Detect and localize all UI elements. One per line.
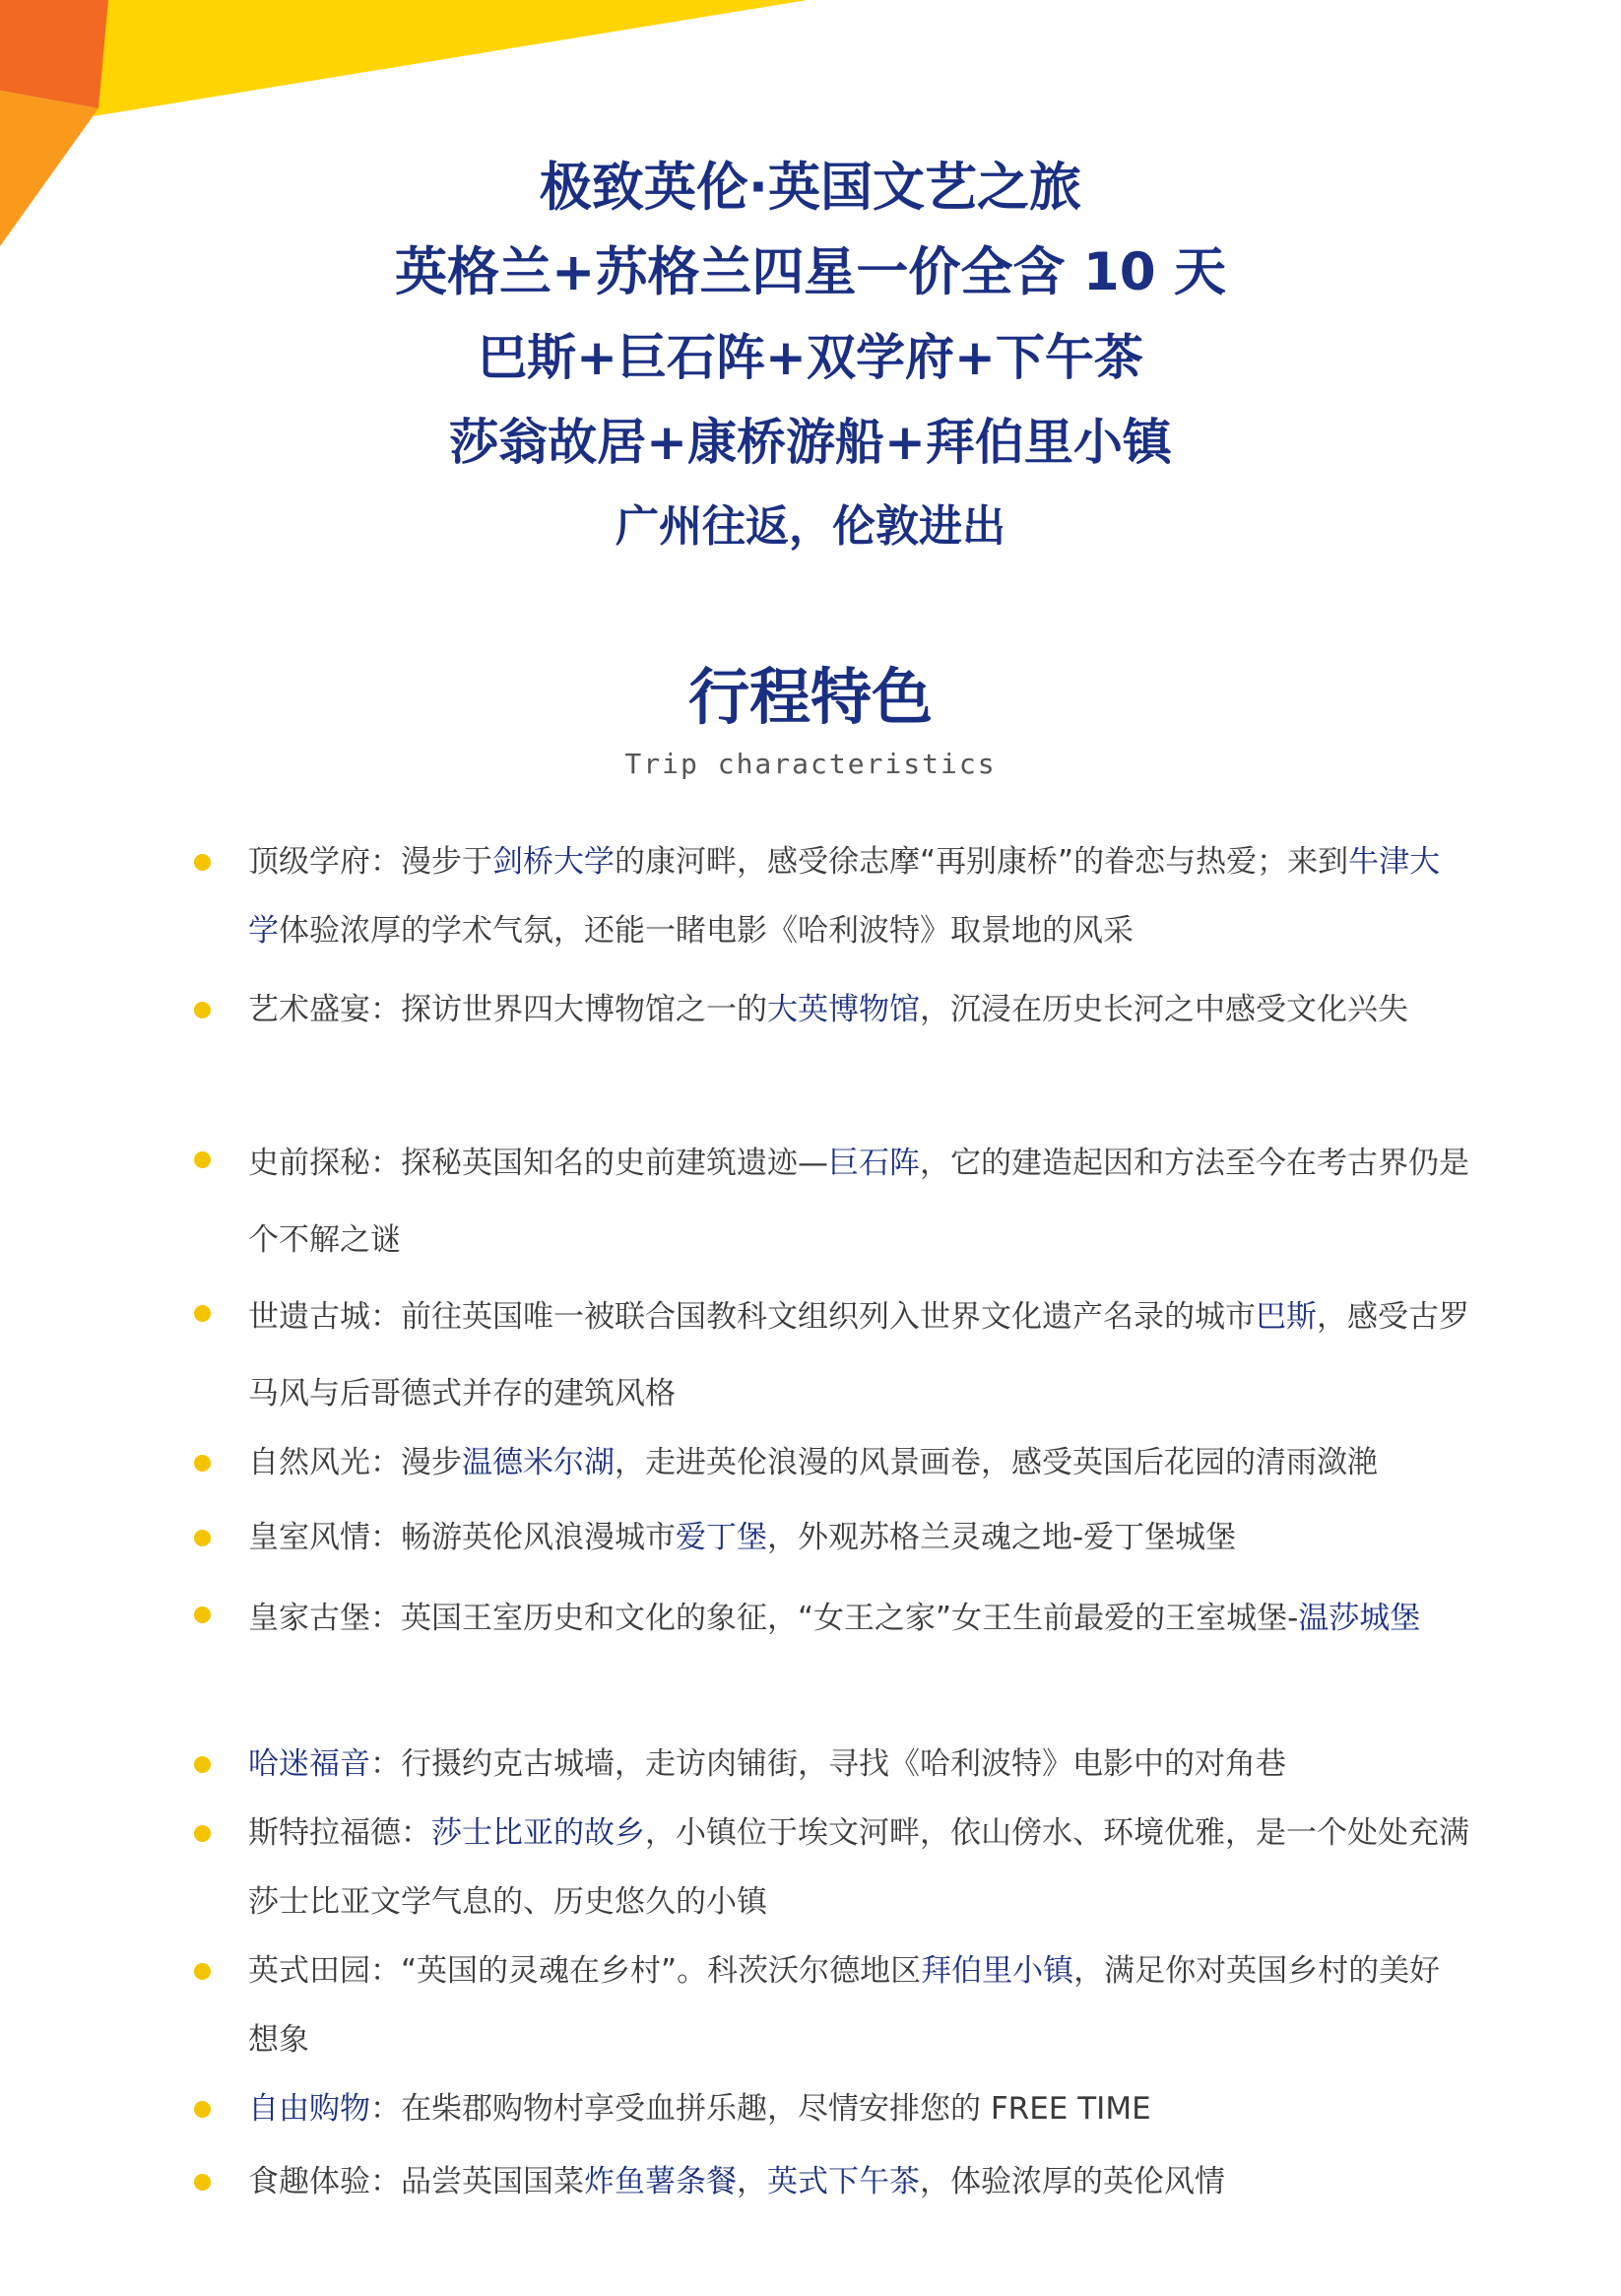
feature-text: 史前探秘：探秘英国知名的史前建筑遗迹—巨石阵，它的建造起因和方法至今在考古界仍是个不解之谜 [248, 1146, 1469, 1258]
feature-text: 斯特拉福德：莎士比亚的故乡，小镇位于埃文河畔，依山傍水、环境优雅，是一个处处充满莎士比亚文学气息的、历史悠久的小镇 [248, 1815, 1469, 1920]
trip-departure-info: 广州往返，伦敦进出 [616, 501, 1005, 552]
bullet-icon [194, 1963, 211, 1980]
bullet-icon [194, 2174, 211, 2191]
feature-text: 艺术盛宴：探访世界四大博物馆之一的大英博物馆，沉浸在历史长河之中感受文化兴失 [248, 992, 1408, 1027]
bullet-icon [194, 1002, 211, 1018]
bullet-icon [194, 1607, 211, 1623]
bullet-icon [194, 1825, 211, 1842]
feature-text: 自由购物：在柴郡购物村享受血拼乐趣，尽情安排您的 FREE TIME [248, 2091, 1151, 2127]
section-subtitle: Trip characteristics [624, 748, 997, 780]
feature-text: 皇家古堡：英国王室历史和文化的象征，“女王之家”女王生前最爱的王室城堡-温莎城堡 [248, 1601, 1421, 1636]
feature-text: 哈迷福音：行摄约克古城墙，走访肉铺街，寻找《哈利波特》电影中的对角巷 [248, 1746, 1286, 1782]
corner-orange-shape [0, 0, 108, 108]
section-title: 行程特色 [687, 661, 933, 733]
trip-highlights-line-2: 莎翁故居+康桥游船+拜伯里小镇 [449, 414, 1172, 471]
feature-text: 食趣体验：品尝英国国菜炸鱼薯条餐，英式下午茶，体验浓厚的英伦风情 [248, 2164, 1225, 2199]
trip-highlights-line-1: 巴斯+巨石阵+双学府+下午茶 [478, 329, 1143, 386]
feature-text: 英式田园：“英国的灵魂在乡村”。科茨沃尔德地区拜伯里小镇，满足你对英国乡村的美好想象 [248, 1953, 1441, 2058]
bullet-icon [194, 1151, 211, 1168]
bullet-icon [194, 1305, 211, 1322]
feature-text: 顶级学府：漫步于剑桥大学的康河畔，感受徐志摩“再别康桥”的眷恋与热爱；来到牛津大学体验浓厚的学术气氛，还能一睹电影《哈利波特》取景地的风采 [248, 844, 1441, 949]
bullet-icon [194, 854, 211, 871]
bullet-icon [194, 2101, 211, 2118]
trip-title: 极致英伦·英国文艺之旅 [539, 158, 1082, 218]
trip-title-block [0, 146, 1621, 569]
feature-text: 自然风光：漫步温德米尔湖，走进英伦浪漫的风景画卷，感受英国后花园的清雨潋滟 [248, 1445, 1378, 1480]
bullet-icon [194, 1455, 211, 1472]
feature-text: 世遗古城：前往英国唯一被联合国教科文组织列入世界文化遗产名录的城市巴斯，感受古罗马风与后哥德式并存的建筑风格 [248, 1299, 1469, 1411]
corner-yellow-band [94, 0, 808, 116]
trip-subtitle-route: 英格兰+苏格兰四星一价全含 10 天 [394, 242, 1227, 302]
bullet-icon [194, 1756, 211, 1773]
feature-text: 皇室风情：畅游英伦风浪漫城市爱丁堡，外观苏格兰灵魂之地-爱丁堡城堡 [248, 1520, 1237, 1555]
bullet-icon [194, 1530, 211, 1546]
